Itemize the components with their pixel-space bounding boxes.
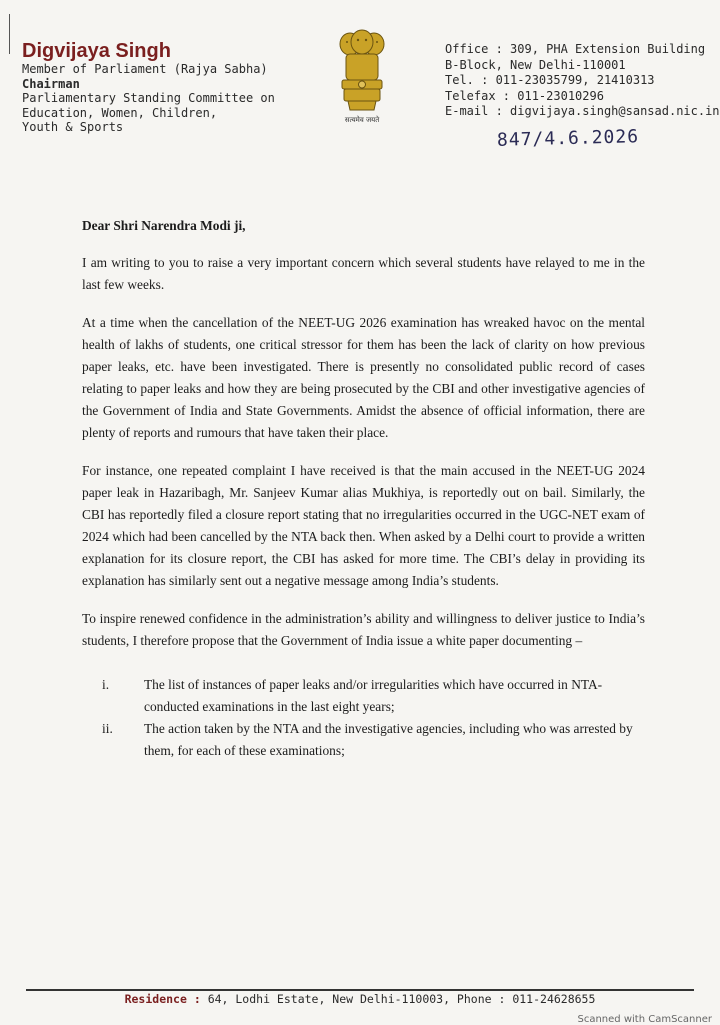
handwritten-reference: 847/4.6.2026 bbox=[496, 126, 640, 151]
office-email: E-mail : digvijaya.singh@sansad.nic.in bbox=[445, 104, 720, 118]
office-address-block bbox=[445, 42, 720, 120]
margin-rule bbox=[9, 14, 10, 54]
footer-divider bbox=[26, 989, 694, 991]
list-item bbox=[82, 674, 645, 718]
paragraph-2: At a time when the cancellation of the NEET-UG 2026 examination has wreaked havoc on the mental health of lakhs of students, one critical stressor for them has been the lack of clarity on how previous paper leaks, etc. have been investigated. There is presently no consolidated public record of cases relating to paper leaks and how they are being prosecuted by the CBI and other investigative agencies of the Government of India and State Governments. Amidst the absence of official information, there are plenty of reports and rumours that have taken their place. bbox=[82, 315, 645, 440]
office-tel: Tel. : 011-23035799, 21410313 bbox=[445, 73, 655, 87]
scan-watermark: Scanned with CamScanner bbox=[577, 1014, 712, 1025]
sender-block bbox=[22, 40, 275, 135]
sender-role: Chairman bbox=[22, 76, 80, 91]
office-city: B-Block, New Delhi-110001 bbox=[445, 57, 626, 72]
office-telefax: Telefax : 011-23010296 bbox=[445, 88, 604, 103]
national-emblem bbox=[330, 28, 394, 132]
paragraph-1: I am writing to you to raise a very important concern which several students have relayed to me in the last few weeks. bbox=[82, 255, 645, 292]
residence-label: Residence : bbox=[124, 992, 201, 1006]
salutation: Dear Shri Narendra Modi ji, bbox=[82, 218, 246, 233]
letter-body bbox=[82, 215, 645, 762]
lion-capital-icon bbox=[334, 28, 390, 114]
list-number: i. bbox=[102, 677, 110, 692]
sender-committee: Parliamentary Standing Committee on bbox=[22, 91, 275, 105]
sender-committee-3: Youth & Sports bbox=[22, 120, 124, 134]
office-address: Office : 309, PHA Extension Building bbox=[445, 42, 706, 56]
list-text: The action taken by the NTA and the investigative agencies, including who was arrested by them, for each of these examinations; bbox=[144, 721, 633, 758]
emblem-motto: सत्यमेव जयते bbox=[344, 116, 380, 124]
residence-footer bbox=[0, 992, 720, 1006]
sender-committee-2: Education, Women, Children, bbox=[22, 105, 218, 120]
list-item bbox=[82, 718, 645, 762]
paragraph-3: For instance, one repeated complaint I have received is that the main accused in the NEET-UG 2024 paper leak in Hazaribagh, Mr. Sanjeev Kumar alias Mukhiya, is reportedly out on bail. Similarly, the CBI has reportedly filed a closure report stating that no irregularities occurred in the UGC-NET exam of 2024 which had been cancelled by the NTA back then. When asked by a Delhi court to provide a written explanation for its closure report, the CBI has asked for more time. The CBI’s delay in providing its explanation has similarly sent out a negative message among India’s students. bbox=[82, 463, 645, 588]
sender-title: Member of Parliament (Rajya Sabha) bbox=[22, 62, 268, 76]
list-text: The list of instances of paper leaks and/or irregularities which have occurred in NTA-conducted examinations in the last eight years; bbox=[144, 677, 603, 714]
sender-name: Digvijaya Singh bbox=[22, 40, 171, 62]
residence-address: 64, Lodhi Estate, New Delhi-110003, Phone : 011-24628655 bbox=[207, 992, 596, 1006]
paragraph-4: To inspire renewed confidence in the administration’s ability and willingness to deliver justice to India’s students, I therefore propose that the Government of India issue a white paper documenting – bbox=[82, 611, 645, 648]
list-number: ii. bbox=[102, 721, 113, 736]
proposal-list bbox=[82, 674, 645, 762]
